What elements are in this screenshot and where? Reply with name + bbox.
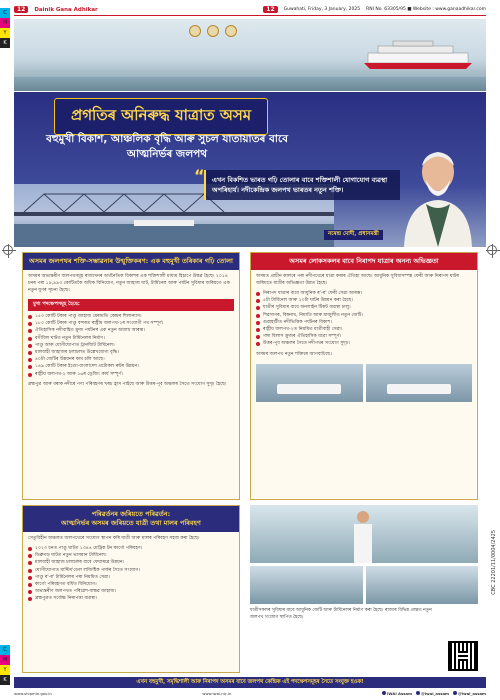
quote-text: এখন বিকশিত ভাৰত গঢ়ি তোলাৰ বাবে শক্তিশালী যোগাযোগ ব্যৱস্থা অপৰিহাৰ্য। নদীকেন্দ্ৰিক জলপথ ভাৰতৰ নতুন শক্তি। bbox=[212, 176, 388, 194]
social-twitter[interactable] bbox=[416, 691, 449, 696]
transformation-intro: সেতুবিহীন অঞ্চলত জলপথেৰে সংযোগ স্থাপন কৰি যাত্ৰী আৰু মালৰ পৰিবহণ সহজ কৰা হৈছে। bbox=[28, 536, 200, 541]
ferry-photo bbox=[366, 364, 473, 402]
top-banner bbox=[14, 19, 486, 91]
key-steps-list bbox=[23, 313, 239, 378]
list-item: মালবাহী জাহাজৰ চলাচলত উল্লেখযোগ্য বৃদ্ধি। bbox=[28, 349, 234, 356]
cmyk-bar-bottom-left bbox=[0, 645, 10, 695]
list-item: ১৫৩ কোটি টকাৰ পাণ্ডু জাহাজ মেৰামতি কেন্দ্ৰৰ শিলান্যাস। bbox=[28, 313, 234, 320]
terminal-photo bbox=[250, 566, 363, 604]
passenger-closing: অসমৰ জলপথ নতুন শক্তিৰে আগবাঢ়িছে। bbox=[256, 351, 332, 357]
ferry-photos bbox=[251, 361, 477, 405]
paper-name: Dainik Gana Adhikar bbox=[34, 6, 98, 13]
list-item: ২০২৩ চনত পাণ্ডু ঘাটত ১৩৪৪ মেট্ৰিক টন কাৰ্গো পৰিবহণ। bbox=[28, 545, 234, 552]
list-item: ঐতিহাসিক নদীবাহিত ক্ৰুজ পৰ্যটনৰ এক নতুন অধ্যায় আৰম্ভ। bbox=[28, 327, 234, 334]
list-item: ব্ৰহ্মপুত্ৰত সৰ্বোচ্চ নিৰাপত্তা ব্যৱস্থা। bbox=[28, 595, 234, 602]
ferry-photo bbox=[256, 364, 363, 402]
list-item: উত্তৰ-পূব অঞ্চলৰ সৈতে নদীপথৰ সংযোগ সুদৃঢ়। bbox=[256, 340, 472, 347]
social-instagram[interactable] bbox=[453, 691, 486, 696]
list-item: ১৪৯ কোটি টকাৰ ইণ্ডো-বাংলাদেশ প্ৰটোকল ৰুটৰ উন্নয়ন। bbox=[28, 363, 234, 370]
cmyk-k: K bbox=[0, 38, 10, 48]
list-item: অভ্যন্তৰীণ জলপথত পৰিৱেশ-বান্ধৱ জাহাজ। bbox=[28, 588, 234, 595]
list-item: যাত্ৰীৰ সুবিধাৰ বাবে অনলাইন টিকট ব্যৱস্থা চালু। bbox=[256, 304, 472, 311]
list-item: যোগীঘোপাত মাল্টিম'ডেল লজিষ্টিক পাৰ্কৰ সৈতে সংযোগ। bbox=[28, 567, 234, 574]
list-item: শিৱসাগৰ, বিশ্বনাথ, নিমাতি আৰু মাজুলীত নতুন জেটি। bbox=[256, 312, 472, 319]
cmyk-bar-top-left bbox=[0, 8, 10, 58]
cmyk-y: Y bbox=[0, 665, 10, 675]
qr-code-icon[interactable] bbox=[448, 641, 478, 671]
rni-line: RNI No. 63305/95 ■ Website : www.ganaadhikar.com bbox=[366, 7, 486, 12]
cruise-ship-icon bbox=[358, 39, 478, 71]
transformation-section bbox=[22, 505, 240, 673]
crop-mark-icon bbox=[3, 245, 13, 255]
list-item: ৪০টা জেটিৰ উন্নয়নৰ কাম চলি আছে। bbox=[28, 356, 234, 363]
cbc-code: CBC 22201/11/0004/2425 bbox=[491, 530, 497, 595]
prime-minister-photo bbox=[396, 142, 480, 247]
crop-mark-icon bbox=[487, 245, 497, 255]
photo-caption: যাত্ৰীসকলৰ সুবিধাৰ বাবে আধুনিক জেটি আৰু টাৰ্মিনেলৰ নিৰ্মাণ কৰা হৈছে। ৰাজ্যৰ বিভিন্ন প্ৰান্তত নতুন জলপথ সংযোগ স্থাপিত হৈছে। bbox=[250, 608, 432, 620]
government-logos bbox=[189, 25, 237, 37]
transformation-heading-line2: আত্মনিৰ্ভৰ অসমৰ জৰিয়তে যাত্ৰী তথা মালৰ পৰিবহণ bbox=[61, 519, 201, 527]
page-number-right: 12 bbox=[263, 6, 277, 13]
passenger-section bbox=[250, 252, 478, 500]
cmyk-m: M bbox=[0, 18, 10, 28]
emblem-icon bbox=[189, 25, 201, 37]
cmyk-c: C bbox=[0, 8, 10, 18]
river-water bbox=[14, 77, 486, 91]
passenger-heading: অসমৰ লোকসকলৰ বাবে নিৰাপদ যাত্ৰাৰ অনন্য অভিজ্ঞতা bbox=[251, 253, 477, 270]
transformation-heading bbox=[23, 506, 239, 532]
ministry-logo-icon bbox=[207, 25, 219, 37]
social-instagram-label: @iwai_assam bbox=[458, 690, 486, 696]
page-number-left: 12 bbox=[14, 6, 28, 13]
transformation-heading-line1: পৰিৱৰ্তনৰ জৰিয়তে পৰিৱৰ্তন: bbox=[91, 510, 171, 518]
hero-section bbox=[14, 92, 486, 247]
development-heading: অসমৰ জলপথৰ শক্তি-সম্ভাৱনাৰ উন্মুক্তিকৰণ: এক বহুমুখী তৰিকাৰ গঢ়ি তোলা bbox=[23, 253, 239, 270]
terminal-photo bbox=[366, 566, 479, 604]
list-item: ডিব্ৰুগড় ঘাটত নতুন ভাসমান টাৰ্মিনেল। bbox=[28, 552, 234, 559]
development-extra: ব্ৰহ্মপুত্ৰ আৰু বৰাক নদীৰে পণ্য পৰিবহণৰ খৰচ হ্ৰাস পাইছে আৰু উত্তৰ-পূব অঞ্চলৰ সৈতে সংযোগ সুদৃঢ় হৈছে। bbox=[28, 381, 227, 387]
masthead bbox=[14, 4, 486, 16]
footer-tagline: এখন বহুমুখী, সমৃদ্ধিশালী আৰু নিৰাপদ অসমৰ বাবে জলপথ কেন্দ্ৰিক এই পদক্ষেপসমূহৰ সৈতে সংযুক্ত হওক! bbox=[14, 677, 486, 688]
social-facebook[interactable] bbox=[382, 691, 412, 696]
list-item: গঙ্গা বিলাস ক্ৰুজৰ ঐতিহাসিক যাত্ৰা সম্পূৰ্ণ। bbox=[256, 333, 472, 340]
website-link-shipmin[interactable]: www.shipmin.gov.in bbox=[14, 690, 52, 696]
hero-title: প্ৰগতিৰ অনিৰুদ্ধ যাত্ৰাত অসম bbox=[71, 106, 252, 124]
cmyk-m: M bbox=[0, 655, 10, 665]
social-twitter-label: @iwai_assam bbox=[421, 690, 450, 696]
list-item: পাণ্ডু আৰু যোগীঘোপাত ট্ৰানজিট টাৰ্মিনেল। bbox=[28, 342, 234, 349]
footer-links bbox=[14, 689, 486, 697]
list-item: ৰাষ্ট্ৰীয় জলপথ-২ আৰু ১৬ৰ ড্ৰেজিং কাৰ্য সম্পূৰ্ণ। bbox=[28, 371, 234, 378]
twitter-icon bbox=[416, 691, 420, 695]
list-item: পাণ্ডু ৰ'-ৰ' টাৰ্মিনেলৰ পৰা নিয়মিত সেৱা। bbox=[28, 574, 234, 581]
transformation-list bbox=[23, 545, 239, 603]
cmyk-k: K bbox=[0, 675, 10, 685]
development-intro: অসমৰ অভ্যন্তৰীণ জলপথসমূহ ৰাজ্যখনৰ অৰ্থনৈতিক বিকাশৰ এক শক্তিশালী মাধ্যম হিচাপে উদ্ভৱ হৈছে। ২০১৪ চনৰ পৰা ১৯,৯৯৩ কোটিতকৈ অধিক বিনিয়োগ, নতুন জাহাজ ঘাট, টাৰ্মিনেল আৰু পৰ্যটন সুবিধাৰ জৰিয়তে এক নতুন যুগৰ সূচনা হৈছে। bbox=[28, 274, 230, 293]
passenger-list bbox=[251, 290, 477, 348]
inauguration-photo bbox=[250, 505, 478, 563]
social-facebook-label: IWAI Assam bbox=[386, 690, 413, 696]
list-item: কাৰ্গো পৰিবহণত বৰ্ধিত বিনিয়োগ। bbox=[28, 581, 234, 588]
list-item: ১৮০ কোটি টকাৰ পাণ্ডু বন্দৰত ৰাষ্ট্ৰীয় জলপথ-২ৰ সংযোগী পথ সম্পূৰ্ণ। bbox=[28, 320, 234, 327]
person-icon bbox=[350, 509, 376, 563]
pm-quote bbox=[194, 166, 400, 200]
quote-attribution: নৰেন্দ্ৰ মোদী, প্ৰধানমন্ত্ৰী bbox=[324, 230, 383, 240]
key-steps-heading: মুখ্য পদক্ষেপসমূহ হৈছে: bbox=[28, 299, 234, 311]
list-item: ৫টা টাৰ্মিনেল আৰু ২০টা ঘাটৰ উন্নয়ন কৰা হৈছে। bbox=[256, 297, 472, 304]
facebook-icon bbox=[382, 691, 386, 695]
list-item: নিৰাপদ যাত্ৰাৰ বাবে আধুনিক ৰ'-ৰ' ফেৰী সেৱা আৰম্ভ। bbox=[256, 290, 472, 297]
photo-collage bbox=[250, 505, 478, 673]
hero-subtitle: বহুমুখী বিকাশ, আঞ্চলিক বৃদ্ধি আৰু সুচল যাতায়াতৰ বাবে আত্মনিৰ্ভৰ জলপথ bbox=[45, 133, 289, 160]
development-section bbox=[22, 252, 240, 500]
list-item: ৰাষ্ট্ৰীয় জলপথ-২ত নিয়মিত যাত্ৰীবাহী সেৱা। bbox=[256, 326, 472, 333]
social-links bbox=[382, 691, 486, 696]
terminal-photos bbox=[250, 566, 478, 604]
passenger-intro: অসমত প্ৰাচীন কালৰে পৰা নদীপথেৰে যাত্ৰা কৰাৰ ঐতিহ্য আছে। আধুনিক সুবিধাসম্পন্ন ফেৰী আৰু নিৰাপদ ঘাটৰ জৰিয়তে যাত্ৰীৰ অভিজ্ঞতা উন্নত হৈছে। bbox=[256, 274, 459, 286]
list-item: মালবাহী জাহাজ চলাচলৰ বাবে ফেয়াৰৱে উন্নয়ন। bbox=[28, 559, 234, 566]
list-item: গুৱাহাটীত নদীভিত্তিক পৰ্যটনৰ বিকাশ। bbox=[256, 319, 472, 326]
cmyk-y: Y bbox=[0, 28, 10, 38]
iwai-logo-icon bbox=[225, 25, 237, 37]
list-item: বগীবিল ঘাটত নতুন টাৰ্মিনেলৰ নিৰ্মাণ। bbox=[28, 335, 234, 342]
hero-title-box bbox=[54, 98, 268, 135]
cmyk-c: C bbox=[0, 645, 10, 655]
quote-mark-icon: “ bbox=[194, 166, 205, 185]
website-link-iwai[interactable]: www.iwai.nic.in bbox=[202, 690, 232, 696]
date-line: Guwahati, Friday, 3 January, 2025 bbox=[283, 7, 361, 12]
instagram-icon bbox=[453, 691, 457, 695]
